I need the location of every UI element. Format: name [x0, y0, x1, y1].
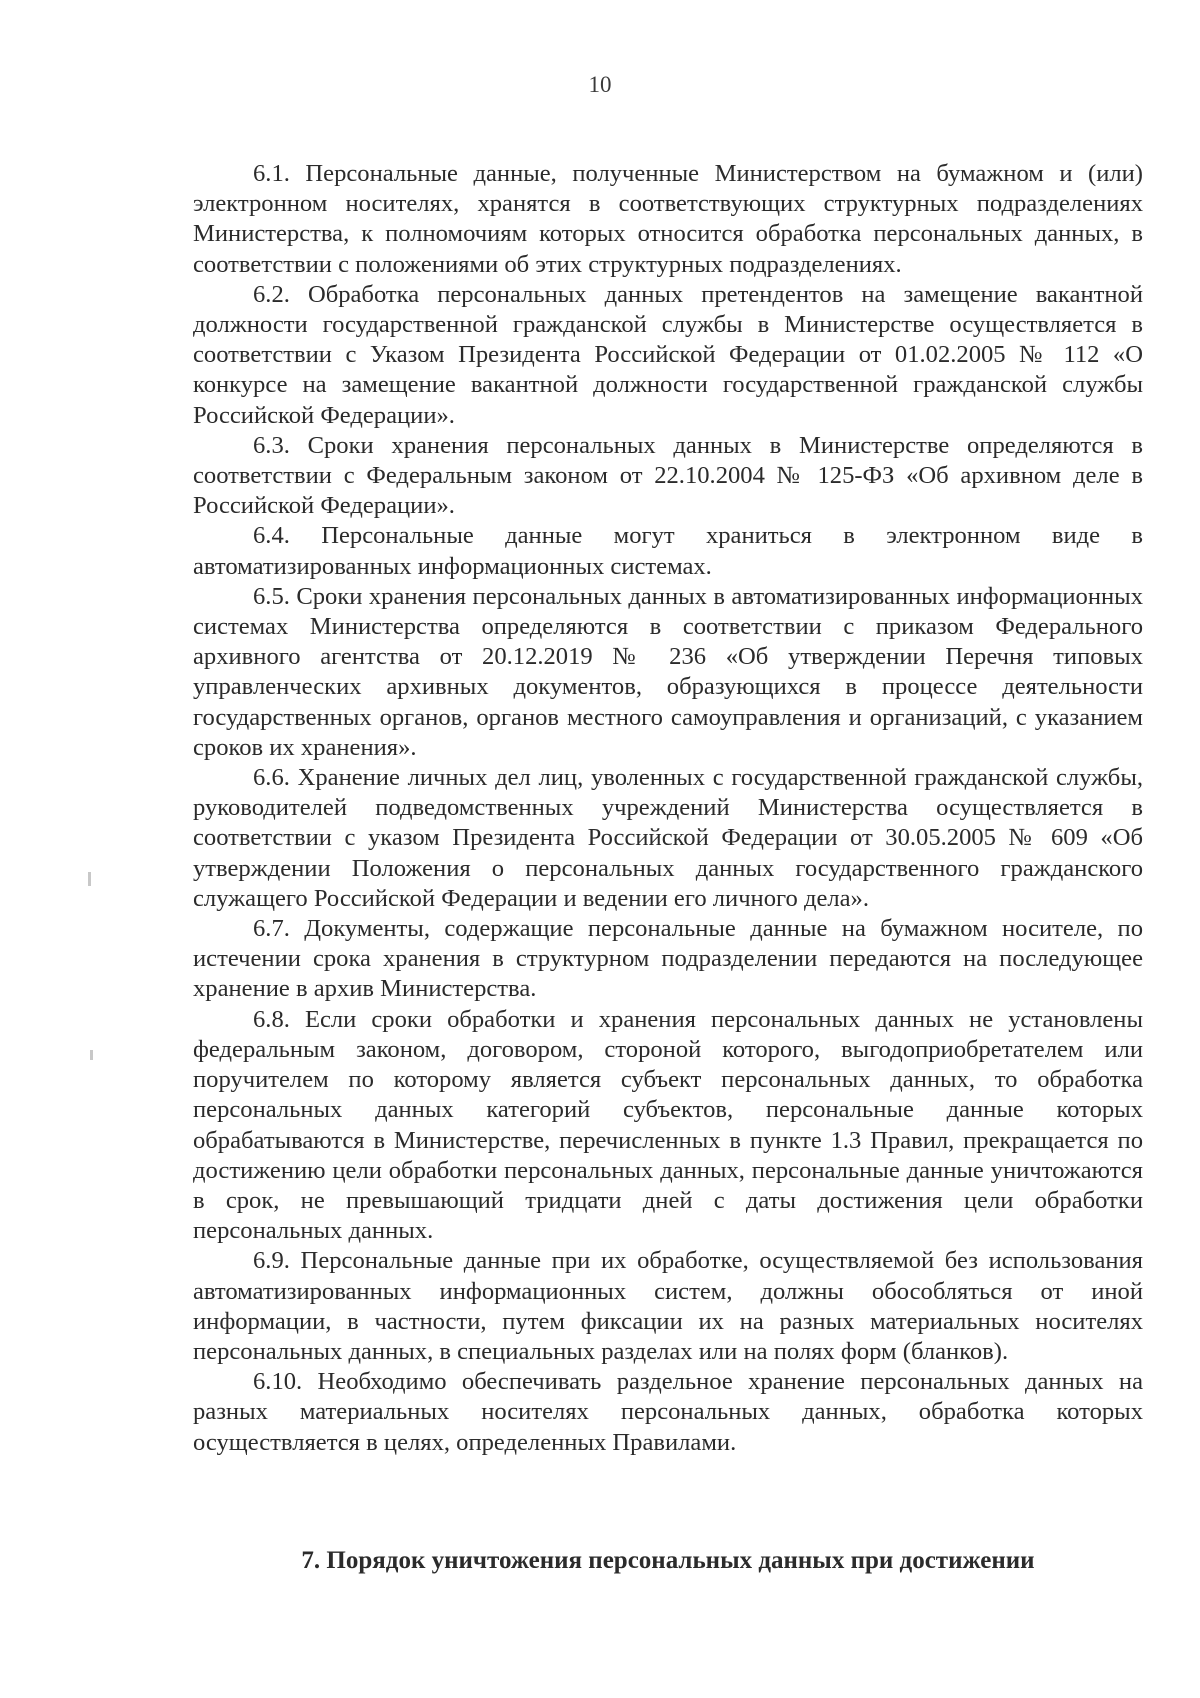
section-heading: 7. Порядок уничтожения персональных данных при достижении	[301, 1547, 1035, 1574]
scan-margin-mark	[88, 872, 91, 886]
paragraph-6-8: 6.8. Если сроки обработки и хранения персональных данных не установлены федеральным законом, договором, стороной которого, выгодоприобретателем или поручителем по которому является субъект персональных данных, то обработка персональных данных категорий субъектов, персональные данные которых обрабатываются в Министерстве, перечисленных в пункте 1.3 Правил, прекращается по достижению цели обработки персональных данных, персональные данные уничтожаются в срок, не превышающий тридцати дней с даты достижения цели обработки персональных данных.	[193, 1005, 1143, 1245]
paragraph-6-2: 6.2. Обработка персональных данных претендентов на замещение вакантной должности государственной гражданской службы в Министерстве осуществляется в соответствии с Указом Президента Российской Федерации от 01.02.2005 № 112 «О конкурсе на замещение вакантной должности государственной гражданской службы Российской Федерации».	[193, 280, 1143, 429]
paragraph-6-4: 6.4. Персональные данные могут храниться в электронном виде в автоматизированных информационных системах.	[193, 522, 1143, 580]
paragraph-6-6: 6.6. Хранение личных дел лиц, уволенных с государственной гражданской службы, руководителей подведомственных учреждений Министерства осуществляется в соответствии с указом Президента Российской Федерации от 30.05.2005 № 609 «Об утверждении Положения о персональных данных государственного гражданского служащего Российской Федерации и ведении его личного дела».	[193, 764, 1143, 912]
paragraph-6-1: 6.1. Персональные данные, полученные Министерством на бумажном и (или) электронном носителях, хранятся в соответствующих структурных подразделениях Министерства, к полномочиям которых относится обработка персональных данных, в соответствии с положениями об этих структурных подразделениях.	[193, 160, 1143, 278]
paragraph-6-7: 6.7. Документы, содержащие персональные данные на бумажном носителе, по истечении срока хранения в структурном подразделении передаются на последующее хранение в архив Министерства.	[193, 915, 1143, 1003]
document-body	[193, 159, 1143, 1458]
scan-margin-mark	[90, 1050, 93, 1060]
page-number: 10	[588, 72, 612, 97]
paragraph-6-3: 6.3. Сроки хранения персональных данных в Министерстве определяются в соответствии с Федеральным законом от 22.10.2004 № 125-ФЗ «Об архивном деле в Российской Федерации».	[193, 431, 1143, 520]
paragraph-6-9: 6.9. Персональные данные при их обработке, осуществляемой без использования автоматизированных информационных систем, должны обособляться от иной информации, в частности, путем фиксации их на разных материальных носителях персональных данных, в специальных разделах или на полях форм (бланков).	[193, 1247, 1143, 1365]
paragraph-6-5: 6.5. Сроки хранения персональных данных в автоматизированных информационных системах Министерства определяются в соответствии с приказом Федерального архивного агентства от 20.12.2019 № 236 «Об утверждении Перечня типовых управленческих архивных документов, образующихся в процессе деятельности государственных органов, органов местного самоуправления и организаций, с указанием сроков их хранения».	[193, 582, 1143, 761]
paragraph-6-10: 6.10. Необходимо обеспечивать раздельное хранение персональных данных на разных материальных носителях персональных данных, обработка которых осуществляется в целях, определенных Правилами.	[193, 1368, 1143, 1456]
